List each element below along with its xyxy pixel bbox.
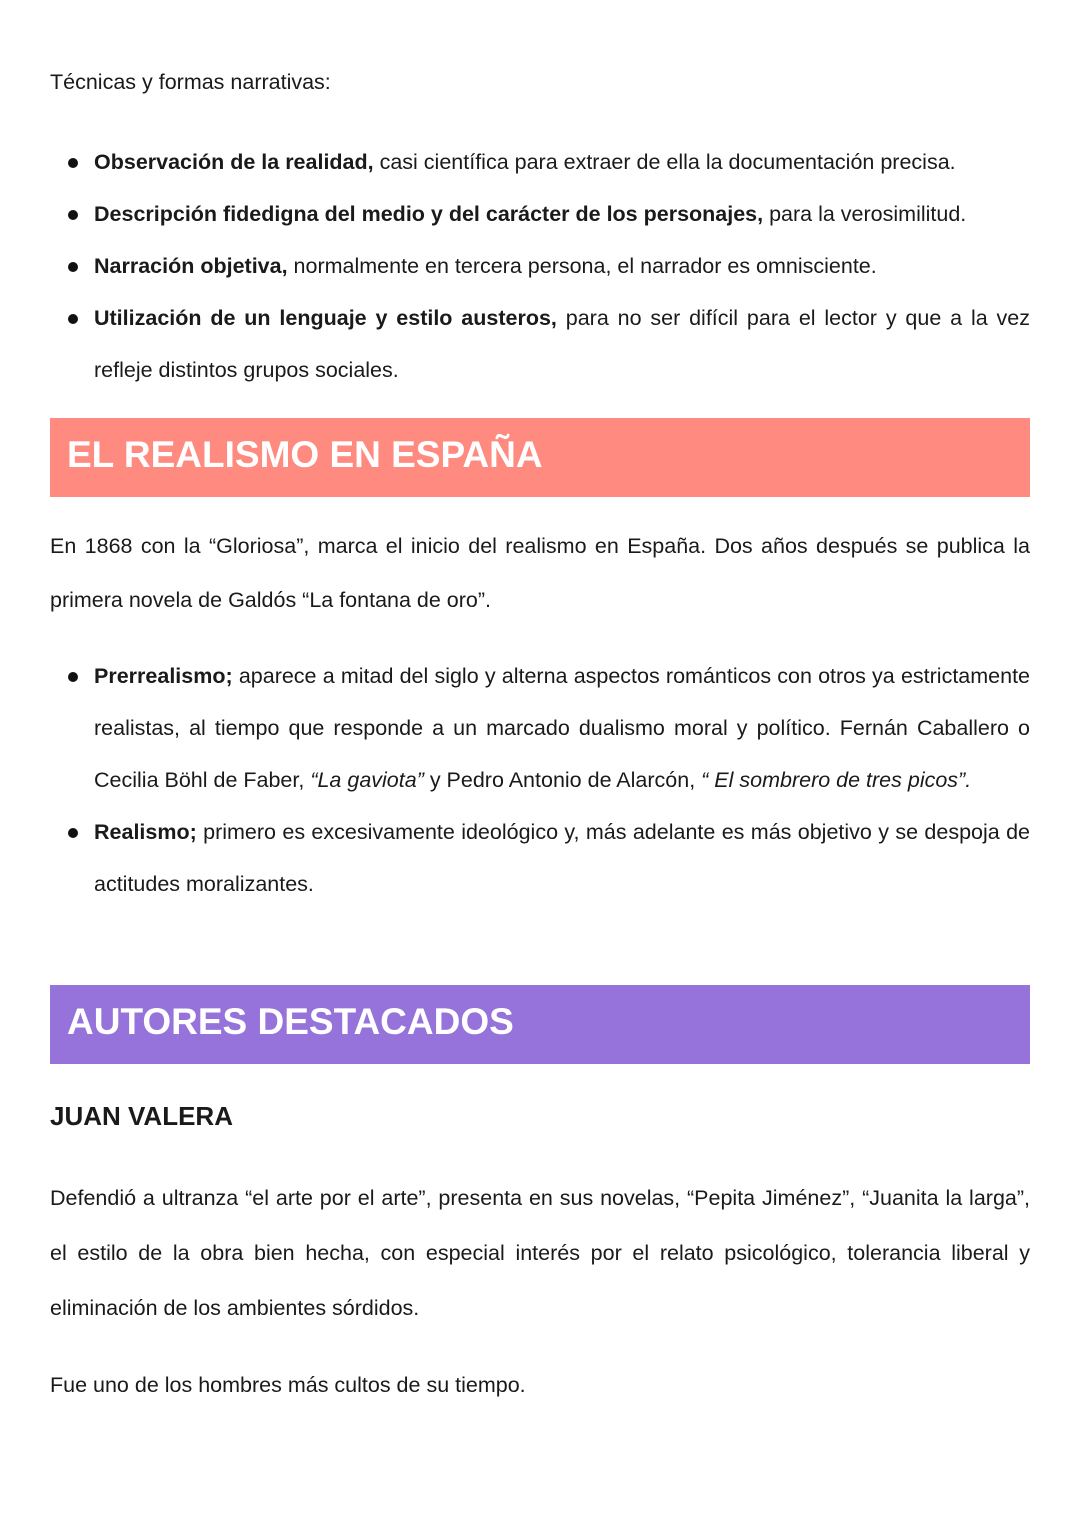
bullet-icon: [68, 158, 78, 168]
techniques-list: [50, 136, 1030, 396]
list-item: [50, 136, 1030, 188]
item-bold: Utilización de un lenguaje y estilo austeros,: [94, 306, 557, 330]
bullet-icon: [68, 314, 78, 324]
item-bold: Realismo;: [94, 820, 197, 844]
item-bold: Descripción fidedigna del medio y del carácter de los personajes,: [94, 202, 764, 226]
bullet-icon: [68, 262, 78, 272]
author-paragraph: Fue uno de los hombres más cultos de su tiempo.: [50, 1373, 526, 1397]
item-text: aparece a mitad del siglo y alterna aspectos románticos con otros ya estrictamente realistas, al tiempo que responde a un marcado dualismo moral y político. Fernán Caballero o Cecilia Böhl de Faber,: [94, 664, 1030, 792]
work-title: “ El sombrero de tres picos”.: [701, 768, 972, 792]
item-text: primero es excesivamente ideológico y, más adelante es más objetivo y se despoja de actitudes moralizantes.: [94, 820, 1030, 896]
item-bold: Narración objetiva,: [94, 254, 288, 278]
bullet-icon: [68, 672, 78, 682]
bullet-icon: [68, 828, 78, 838]
list-item: [50, 188, 1030, 240]
item-bold: Prerrealismo;: [94, 664, 233, 688]
section-banner-autores: AUTORES DESTACADOS: [50, 985, 1030, 1064]
item-text: para no ser difícil para el lector y que a la vez refleje distintos grupos sociales.: [94, 306, 1030, 382]
author-heading: JUAN VALERA: [50, 1101, 233, 1131]
item-text: normalmente en tercera persona, el narrador es omnisciente.: [287, 254, 877, 278]
author-paragraph: Defendió a ultranza “el arte por el arte”, presenta en sus novelas, “Pepita Jiménez”, “Juanita la larga”, el estilo de la obra bien hecha, con especial interés por el relato psicológico, tolerancia liberal y eliminación de los ambientes sórdidos.: [50, 1186, 1030, 1320]
section1-paragraph: En 1868 con la “Gloriosa”, marca el inicio del realismo en España. Dos años después se publica la primera novela de Galdós “La fontana de oro”.: [50, 534, 1030, 612]
work-title: “La gaviota”: [310, 768, 424, 792]
item-text: para la verosimilitud.: [763, 202, 967, 226]
realism-list: [50, 650, 1030, 910]
bullet-icon: [68, 210, 78, 220]
intro-label: Técnicas y formas narrativas:: [50, 70, 331, 94]
list-item: [50, 806, 1030, 910]
item-text: casi científica para extraer de ella la documentación precisa.: [373, 150, 956, 174]
list-item: [50, 240, 1030, 292]
item-text: y Pedro Antonio de Alarcón,: [423, 768, 702, 792]
item-bold: Observación de la realidad,: [94, 150, 374, 174]
section-banner-realismo: EL REALISMO EN ESPAÑA: [50, 418, 1030, 497]
list-item: [50, 292, 1030, 396]
list-item: [50, 650, 1030, 806]
